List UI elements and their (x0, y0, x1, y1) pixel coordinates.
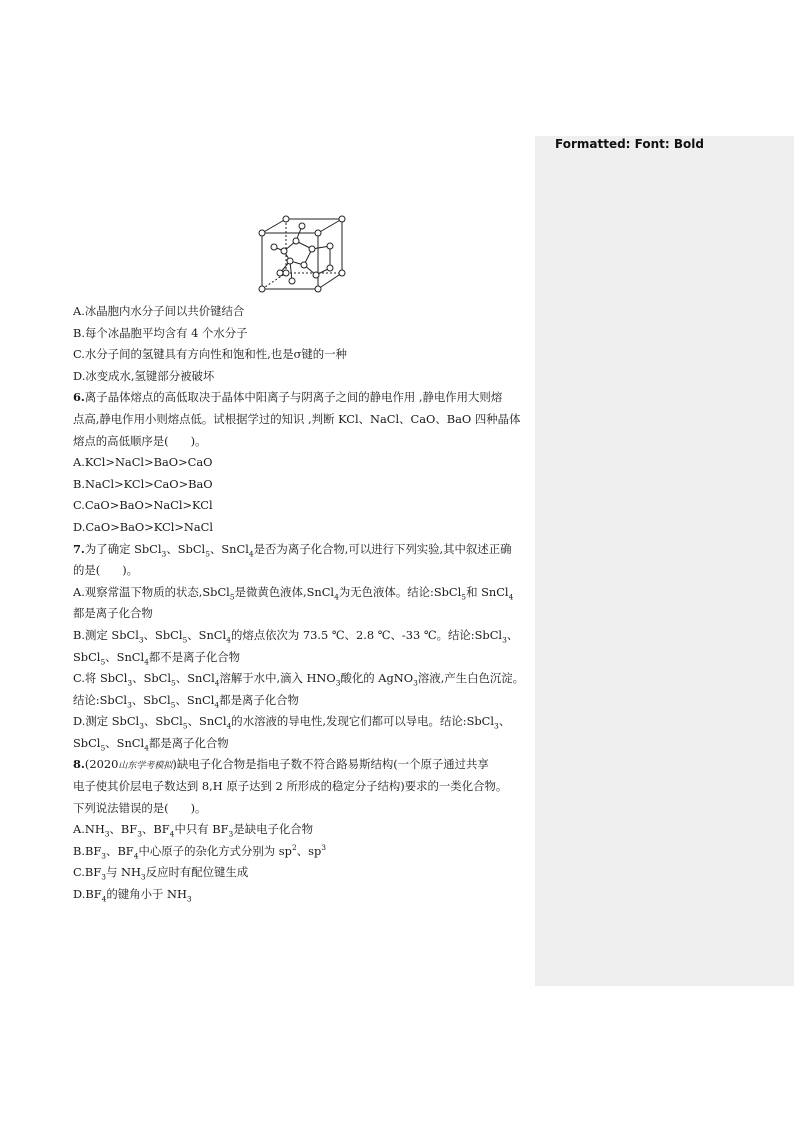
comment-sidebar (535, 136, 794, 986)
q7-option-c-line-2: 结论:SbCl$_3$、SbCl$_5$、SnCl$_4$都是离子化合物 (73, 692, 299, 709)
ice-unit-cell-figure (254, 213, 354, 295)
q8-option-c: $C.BF_3$与 $NH_3$反应时有配位键生成 (73, 865, 249, 882)
q5-option-c: C.水分子间的氢键具有方向性和饱和性,也是σ键的一种 (73, 347, 347, 362)
q8-option-a: $A.NH_3$、$BF_3$、$BF_4$中只有 $BF_3$是缺电子化合物 (73, 822, 314, 839)
q5-option-d: D.冰变成水,氢键部分被破坏 (73, 368, 215, 383)
q6-option-d: D.CaO>BaO>KCl>NaCl (73, 519, 214, 534)
q7-stem-line-2: 的是( )。 (73, 563, 139, 578)
q6-stem-line-1: 6.离子晶体熔点的高低取决于晶体中阳离子与阴离子之间的静电作用 ,静电作用大则熔 (73, 390, 503, 405)
q7-stem-line-1: 7.为了确定 SbCl$_3$、SbCl$_5$、SnCl$_4$是否为离子化合物,可以进行下列实验,其中叙述正确 (73, 541, 512, 558)
q6-number: 6. (73, 390, 85, 405)
q8-stem-line-1: 8.(2020山东学考模拟)缺电子化合物是指电子数不符合路易斯结构(一个原子通过共享 (73, 757, 489, 772)
q8-stem-line-3: 下列说法错误的是( )。 (73, 800, 207, 815)
q6-stem-line-2: 点高,静电作用小则熔点低。试根据学过的知识 ,判断 KCl、NaCl、CaO、BaO 四种晶体 (73, 411, 521, 426)
q8-option-d: $D.BF_4$的键角小于 $NH_3$ (73, 887, 192, 904)
q7-option-a-line-2: 都是离子化合物 (73, 606, 153, 621)
q7-option-b-line-1: B.测定 SbCl$_3$、SbCl$_5$、SnCl$_4$的熔点依次为 73.5 ℃、2.8 ℃、-33 ℃。结论:SbCl$_3$、 (73, 627, 519, 645)
q6-option-c: C.CaO>BaO>NaCl>KCl (73, 498, 213, 513)
q7-option-c-line-1: C.将 SbCl$_3$、SbCl$_5$、SnCl$_4$溶解于水中,滴入 $HNO_3$酸化的 AgNO$_3$溶液,产生白色沉淀。 (73, 671, 525, 688)
q7-number: 7. (73, 541, 85, 556)
q8-number: 8. (73, 757, 85, 772)
q6-stem-line-3: 熔点的高低顺序是( )。 (73, 433, 207, 448)
q5-option-b: B.每个冰晶胞平均含有 4 个水分子 (73, 325, 248, 340)
question-content (73, 301, 528, 906)
q7-option-d-line-2: SbCl$_5$、SnCl$_4$都是离子化合物 (73, 735, 229, 753)
q6-option-a: A.KCl>NaCl>BaO>CaO (73, 455, 213, 470)
q7-option-d-line-1: D.测定 SbCl$_3$、SbCl$_5$、SnCl$_4$的水溶液的导电性,发现它们都可以导电。结论:SbCl$_3$、 (73, 714, 511, 731)
q5-option-a: A.冰晶胞内水分子间以共价键结合 (73, 304, 245, 318)
q6-option-b: B.NaCl>KCl>CaO>BaO (73, 476, 213, 491)
q7-option-b-line-2: SbCl$_5$、SnCl$_4$都不是离子化合物 (73, 649, 241, 666)
q8-stem-line-2: 电子使其价层电子数达到 8,H 原子达到 2 所形成的稳定分子结构)要求的一类化合物。 (73, 779, 508, 794)
q7-option-a-line-1: A.观察常温下物质的状态,SbCl$_5$是微黄色液体,SnCl$_4$为无色液体。结论:SbCl$_5$和 SnCl$_4$ (73, 584, 514, 601)
q8-source: 山东学考模拟 (118, 761, 173, 772)
q8-option-b: $B.BF_3$、$BF_4$中心原子的杂化方式分别为 $sp^2$、$sp^3$ (73, 843, 327, 861)
comment-panel-title: Formatted: Font: Bold (555, 137, 704, 151)
